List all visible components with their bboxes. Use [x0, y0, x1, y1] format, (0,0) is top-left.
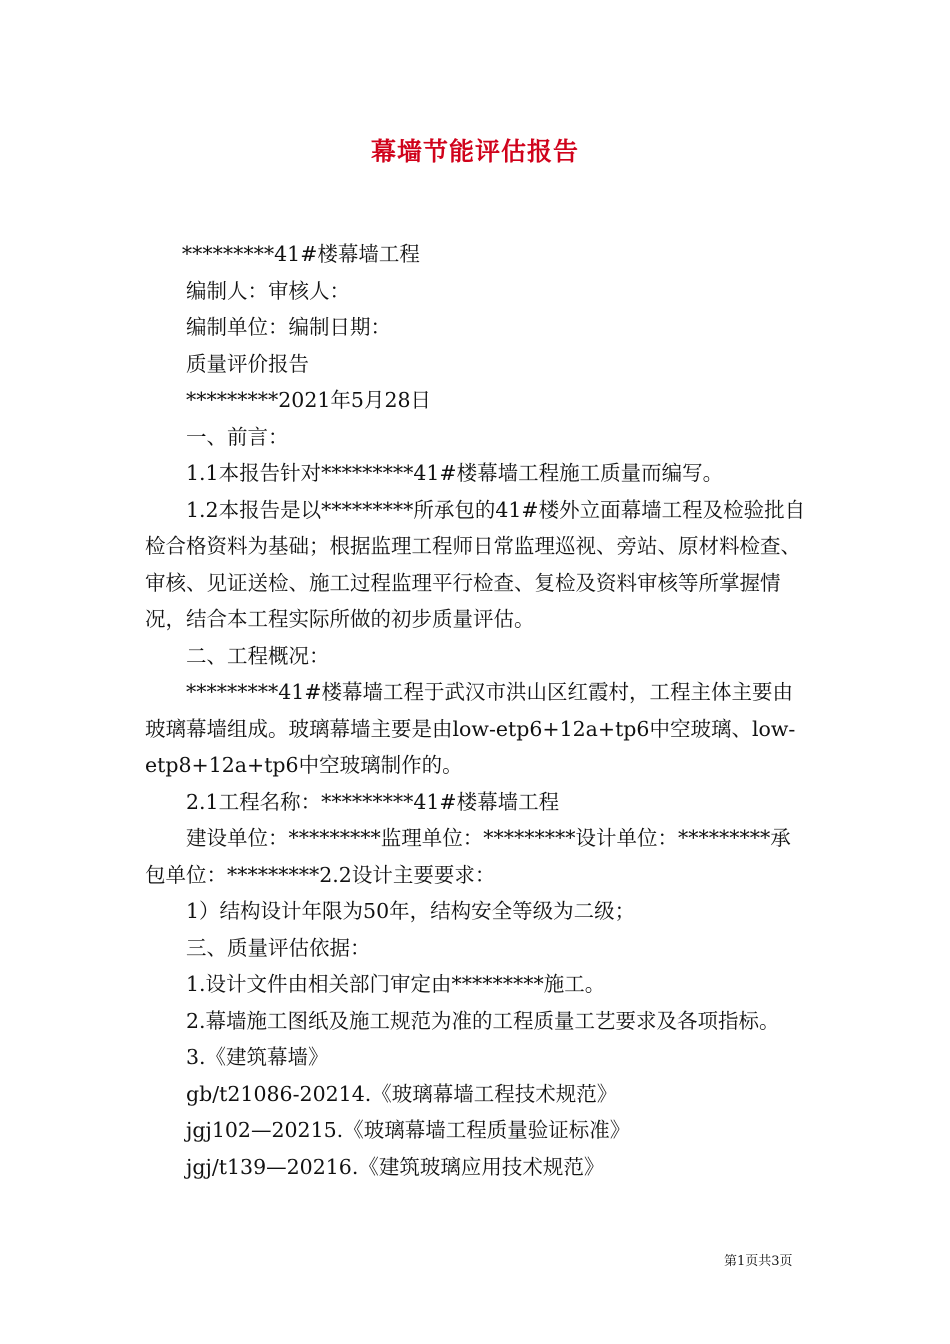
heading-overview: 二、工程概况：	[186, 643, 330, 668]
paragraph-design-requirement: 1）结构设计年限为50年，结构安全等级为二级；	[186, 899, 636, 923]
document-body	[145, 236, 807, 1185]
heading-preface: 一、前言：	[186, 424, 289, 449]
paragraph-standard-1: gb/t21086-20214.《玻璃幕墙工程技术规范》	[186, 1081, 618, 1106]
paragraph-date: *********2021年5月28日	[186, 388, 432, 412]
paragraph-1-2: 1.2本报告是以*********所承包的41#楼外立面幕墙工程及检验批自检合格资料为基础；根据监理工程师日常监理巡视、旁站、原材料检查、审核、见证送检、施工过程监理平行检查、复检及资料审核等所掌握情况，结合本工程实际所做的初步质量评估。	[145, 497, 806, 631]
paragraph-author: 编制人：审核人：	[186, 278, 350, 303]
paragraph-report-type: 质量评价报告	[186, 351, 309, 376]
paragraph-2-1: 2.1工程名称：*********41#楼幕墙工程	[186, 789, 560, 814]
document-title: 幕墙节能评估报告	[370, 137, 579, 166]
paragraph-1-1: 1.1本报告针对*********41#楼幕墙工程施工质量而编写。	[186, 461, 724, 485]
paragraph-basis-3: 3.《建筑幕墙》	[186, 1045, 329, 1069]
paragraph-basis-2: 2.幕墙施工图纸及施工规范为准的工程质量工艺要求及各项指标。	[186, 1008, 780, 1033]
paragraph-basis-1: 1.设计文件由相关部门审定由*********施工。	[186, 972, 606, 996]
paragraph-overview: *********41#楼幕墙工程于武汉市洪山区红霞村，工程主体主要由玻璃幕墙组成。玻璃幕墙主要是由low-etp6+12a+tp6中空玻璃、low-etp8+12a+tp6中空玻璃制作的。	[145, 680, 796, 777]
paragraph-units: 建设单位：*********监理单位：*********设计单位：*********承包单位：*********2.2设计主要要求：	[145, 826, 791, 887]
paragraph-unit-date: 编制单位：编制日期：	[186, 315, 391, 339]
paragraph-standard-2: jgj102—20215.《玻璃幕墙工程质量验证标准》	[186, 1118, 631, 1142]
page-number: 第1页共3页	[724, 1254, 793, 1269]
paragraph-standard-3: jgj/t139—20216.《建筑玻璃应用技术规范》	[186, 1154, 605, 1179]
paragraph-project-name: *********41#楼幕墙工程	[181, 242, 420, 266]
heading-basis: 三、质量评估依据：	[186, 935, 371, 960]
